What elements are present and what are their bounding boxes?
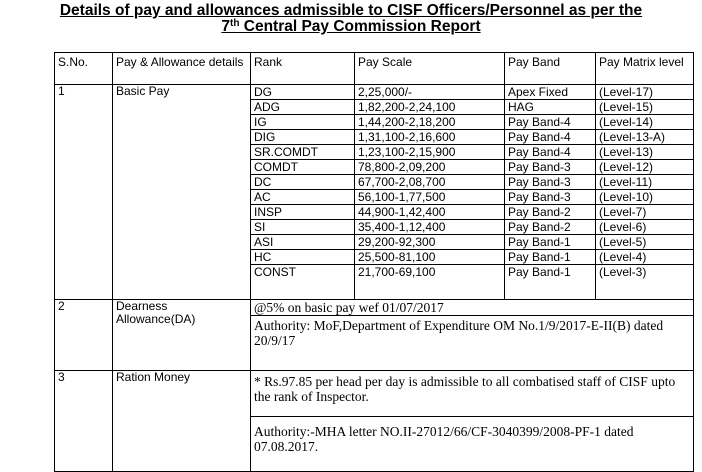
level-cell: (Level-13-A) [596,130,693,145]
row2-text-2: Authority: MoF,Department of Expenditure OM No.1/9/2017-E-II(B) dated 20/9/17 [251,315,693,350]
band-cell: HAG [505,100,595,115]
level-cell: (Level-15) [596,100,693,115]
row2-content [251,300,694,371]
band-cell: Pay Band-3 [505,160,595,175]
row3-label: Ration Money [113,371,251,472]
row2-sno: 2 [55,300,113,371]
rank-cell: DC [251,175,354,190]
scale-cell: 35,400-1,12,400 [355,220,504,235]
scale-cell: 67,700-2,08,700 [355,175,504,190]
row-ration-money [55,371,694,472]
band-cell: Pay Band-1 [508,265,571,279]
row3-text-2: Authority:-MHA letter NO.II-27012/66/CF-3040399/2008-PF-1 dated 07.08.2017. [251,416,693,456]
header-rank: Rank [251,53,355,85]
level-cell: (Level-13) [596,145,693,160]
rank-cell: ASI [251,235,354,250]
band-cell: Pay Band-1 [505,250,595,265]
title-line-1: Details of pay and allowances admissible to CISF Officers/Personnel as per the [59,2,643,19]
document-title [0,3,702,35]
band-cell: Pay Band-3 [505,175,595,190]
band-cell: Pay Band-4 [505,115,595,130]
level-cell: (Level-10) [596,190,693,205]
rank-column [251,85,355,300]
rank-cell: INSP [251,205,354,220]
rank-cell: AC [251,190,354,205]
scale-cell: 1,23,100-2,15,900 [355,145,504,160]
row2-text-1: @5% on basic pay wef 01/07/2017 [254,300,444,315]
scale-cell: 21,700-69,100 [358,265,436,279]
header-allowance: Pay & Allowance details [113,53,251,85]
row1-sno: 1 [55,85,113,300]
band-cell: Pay Band-2 [505,205,595,220]
band-cell: Pay Band-2 [505,220,595,235]
level-cell: (Level-12) [596,160,693,175]
rank-cell: ADG [251,100,354,115]
rank-cell: HC [251,250,354,265]
row-dearness-allowance [55,300,694,371]
level-cell: (Level-6) [596,220,693,235]
band-cell: Pay Band-1 [505,235,595,250]
row3-sno: 3 [55,371,113,472]
row3-content [251,371,694,472]
title-line-2: 7th Central Pay Commission Report [221,18,481,35]
level-cell: (Level-7) [596,205,693,220]
level-cell: (Level-11) [596,175,693,190]
row-basic-pay [55,85,694,300]
scale-cell: 56,100-1,77,500 [355,190,504,205]
scale-cell: 1,31,100-2,16,600 [355,130,504,145]
scale-column [355,85,505,300]
rank-cell: SI [251,220,354,235]
band-cell: Apex Fixed [505,85,595,100]
level-cell: (Level-17) [596,85,693,100]
level-cell: (Level-4) [596,250,693,265]
scale-cell: 2,25,000/- [355,85,504,100]
pay-table [54,52,694,472]
scale-cell: 25,500-81,100 [355,250,504,265]
level-column [596,85,694,300]
level-cell: (Level-5) [596,235,693,250]
header-row [55,53,694,85]
rank-cell: SR.COMDT [251,145,354,160]
header-pay-matrix: Pay Matrix level [596,53,694,85]
band-cell: Pay Band-4 [505,130,595,145]
scale-cell: 1,82,200-2,24,100 [355,100,504,115]
level-cell: (Level-14) [596,115,693,130]
header-pay-band: Pay Band [505,53,596,85]
row2-label: Dearness Allowance(DA) [113,300,251,371]
row3-text-1: * Rs.97.85 per head per day is admissible to all combatised staff of CISF upto the rank of Inspector. [254,374,676,404]
scale-cell: 44,900-1,42,400 [355,205,504,220]
rank-cell: COMDT [251,160,354,175]
row1-label: Basic Pay [113,85,251,300]
band-column [505,85,596,300]
band-cell: Pay Band-4 [505,145,595,160]
level-cell: (Level-3) [599,265,647,279]
header-sno: S.No. [55,53,113,85]
scale-cell: 78,800-2,09,200 [355,160,504,175]
scale-cell: 29,200-92,300 [355,235,504,250]
header-pay-scale: Pay Scale [355,53,505,85]
rank-cell: IG [251,115,354,130]
band-cell: Pay Band-3 [505,190,595,205]
rank-cell: CONST [254,265,296,279]
rank-cell: DIG [251,130,354,145]
scale-cell: 1,44,200-2,18,200 [355,115,504,130]
rank-cell: DG [251,85,354,100]
